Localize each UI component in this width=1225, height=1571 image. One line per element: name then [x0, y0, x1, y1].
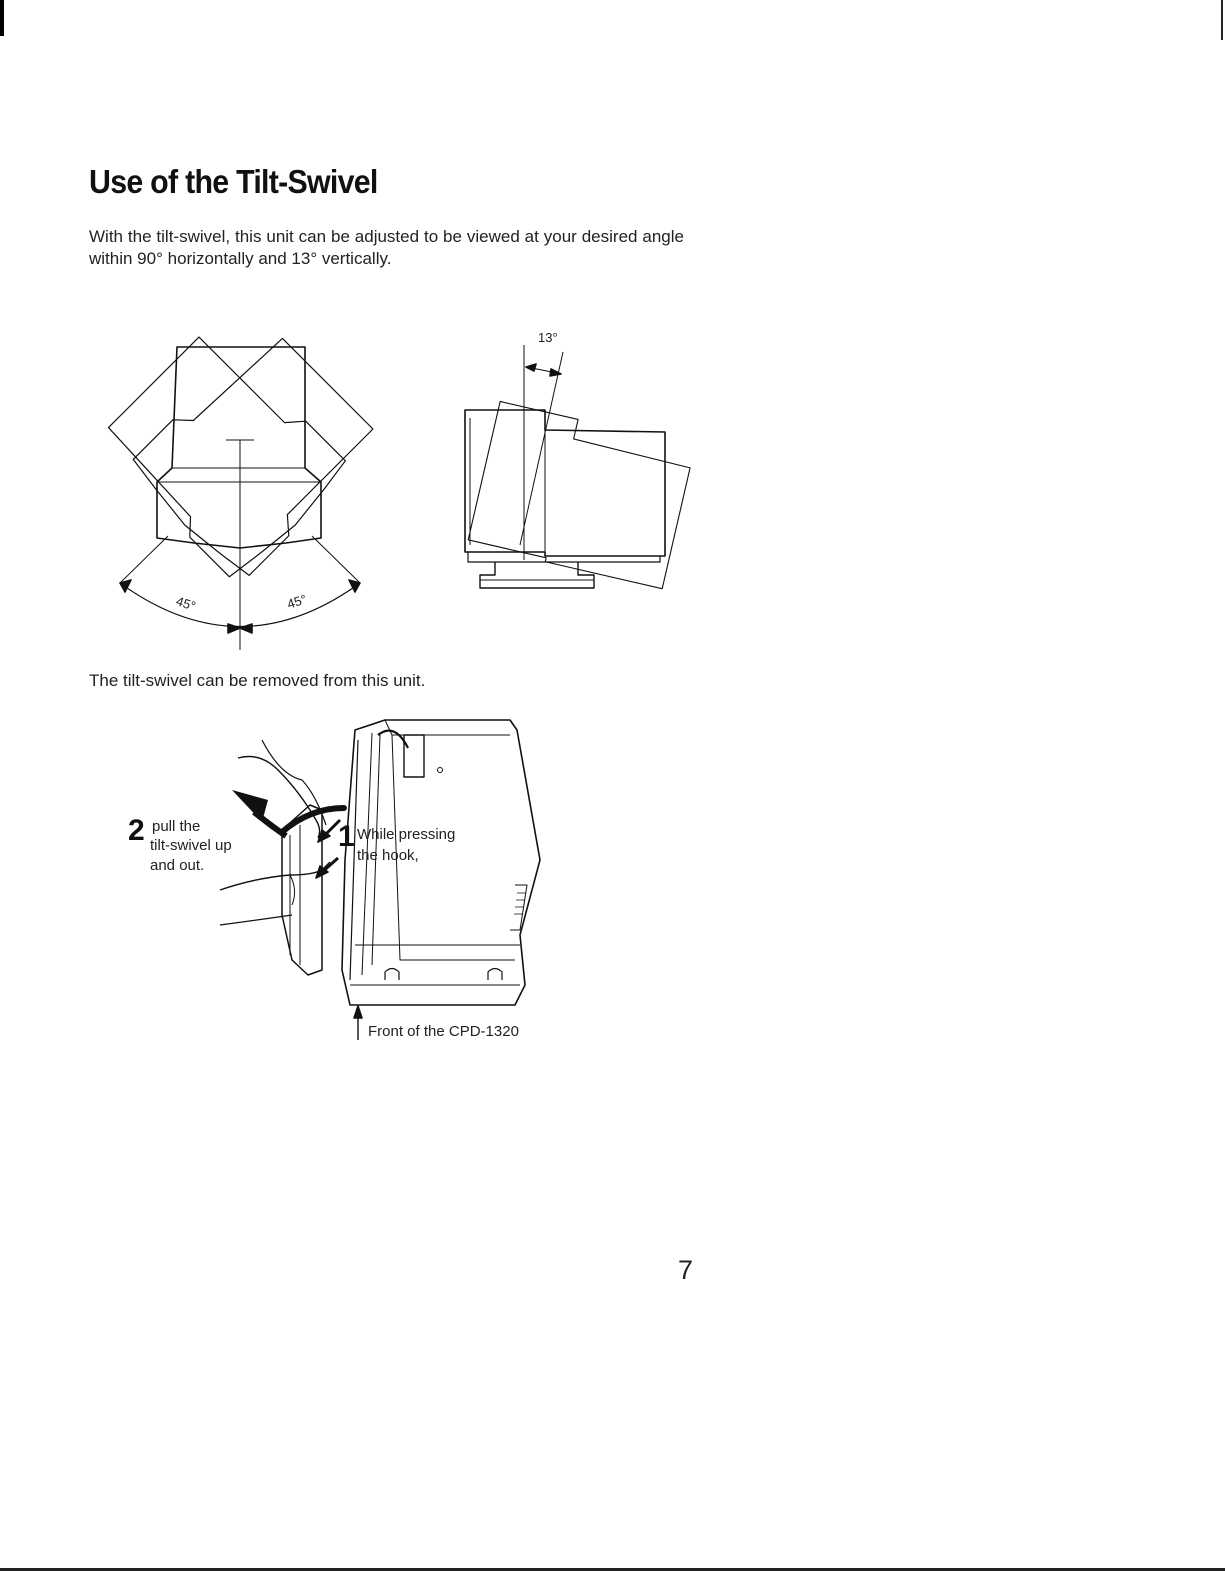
- tilt-angle-label: 13°: [538, 330, 558, 345]
- front-label: Front of the CPD-1320: [368, 1023, 519, 1040]
- swivel-angle-left-label: 45°: [174, 593, 198, 614]
- step-2-label-line2: tilt-swivel up: [150, 837, 232, 854]
- step-1-number: 1: [338, 820, 355, 853]
- page-title: Use of the Tilt-Swivel: [89, 163, 378, 200]
- step-1-label-line2: the hook,: [357, 847, 419, 864]
- step-2-number: 2: [128, 814, 145, 847]
- step-2-label-line1: pull the: [152, 818, 201, 835]
- removal-note: The tilt-swivel can be removed from this unit.: [89, 671, 426, 690]
- page-number: 7: [678, 1255, 694, 1285]
- intro-paragraph: With the tilt-swivel, this unit can be adjusted to be viewed at your desired angle within 90° horizontally and 13° vertically.: [89, 227, 684, 268]
- swivel-angle-right-label: 45°: [285, 591, 309, 612]
- step-1-label-line1: While pressing: [357, 826, 456, 843]
- step-2-label-line3: and out.: [150, 857, 205, 874]
